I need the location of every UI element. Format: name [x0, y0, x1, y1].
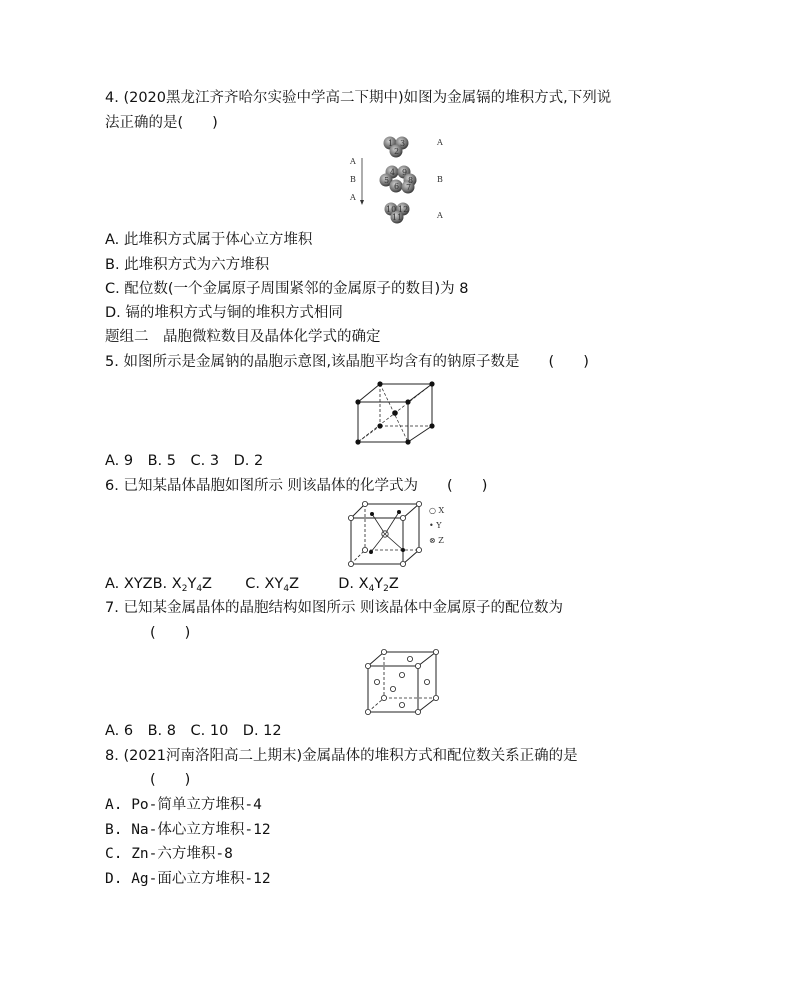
svg-text:6: 6: [394, 182, 400, 191]
q4-stem-line2: 法正确的是( ): [105, 115, 218, 131]
left-label-a2: A: [350, 193, 356, 202]
right-label-b: B: [437, 175, 443, 184]
arrow-head: [360, 200, 364, 205]
q4-stem-line1: 4. (2020黑龙江齐齐哈尔实验中学高二下期中)如图为金属镉的堆积方式,下列说: [105, 90, 612, 106]
q8-option-a: A. Po-简单立方堆积-4: [105, 797, 262, 813]
section-heading: 题组二 晶胞微粒数目及晶体化学式的确定: [105, 329, 381, 345]
svg-text:9: 9: [402, 168, 408, 177]
q5-stem: 5. 如图所示是金属钠的晶胞示意图,该晶胞平均含有的钠原子数是 ( ): [105, 354, 589, 370]
svg-text:3: 3: [400, 139, 406, 148]
q8-answer-paren: ( ): [150, 772, 191, 788]
svg-text:4: 4: [390, 168, 396, 177]
svg-text:10: 10: [386, 205, 397, 214]
svg-text:12: 12: [398, 205, 409, 214]
q5-options: A. 9 B. 5 C. 3 D. 2: [105, 453, 264, 469]
right-label-a2: A: [437, 211, 443, 220]
q4-option-d: D. 镉的堆积方式与铜的堆积方式相同: [105, 305, 343, 321]
q4-cadmium-stacking-figure: [340, 130, 460, 228]
q6-stem: 6. 已知某晶体晶胞如图所示 则该晶体的化学式为 ( ): [105, 478, 488, 494]
q5-bcc-unit-cell-figure: [350, 378, 442, 446]
q6-options: [105, 574, 399, 599]
q7-stem: 7. 已知某金属晶体的晶胞结构如图所示 则该晶体中金属原子的配位数为: [105, 600, 564, 616]
svg-text:7: 7: [406, 183, 412, 192]
q6-option-c: C. $XY_4Z$: [245, 576, 300, 594]
q7-fcc-unit-cell-figure: [362, 648, 442, 716]
legend-x: ○ X: [429, 506, 445, 515]
q8-option-c: C. Zn-六方堆积-8: [105, 846, 233, 862]
q8-stem: 8. (2021河南洛阳高二上期末)金属晶体的堆积方式和配位数关系正确的是: [105, 748, 578, 764]
q6-unit-cell-figure: [345, 500, 460, 570]
q6-option-a: A. XYZ: [105, 576, 153, 592]
q8-option-d: D. Ag-面心立方堆积-12: [105, 871, 271, 887]
legend-y: • Y: [429, 521, 442, 530]
left-label-a1: A: [350, 157, 356, 166]
legend-z: ⊗ Z: [429, 536, 444, 545]
svg-text:11: 11: [392, 213, 403, 222]
q4-option-c: C. 配位数(一个金属原子周围紧邻的金属原子的数目)为 8: [105, 281, 469, 297]
q7-answer-paren: ( ): [150, 625, 191, 641]
svg-text:1: 1: [388, 139, 394, 148]
svg-text:2: 2: [394, 147, 400, 156]
q6-option-d: D. $X_4Y_2Z$: [338, 576, 399, 594]
svg-text:5: 5: [384, 176, 390, 185]
q8-option-b: B. Na-体心立方堆积-12: [105, 822, 271, 838]
q4-option-b: B. 此堆积方式为六方堆积: [105, 257, 270, 273]
q6-option-b: B. $X_2Y_4Z$: [152, 576, 212, 594]
right-label-a1: A: [437, 138, 443, 147]
q7-options: A. 6 B. 8 C. 10 D. 12: [105, 723, 282, 739]
q4-option-a: A. 此堆积方式属于体心立方堆积: [105, 232, 313, 248]
svg-text:8: 8: [408, 176, 414, 185]
body-center-atom: [392, 410, 398, 416]
left-label-b: B: [350, 175, 356, 184]
